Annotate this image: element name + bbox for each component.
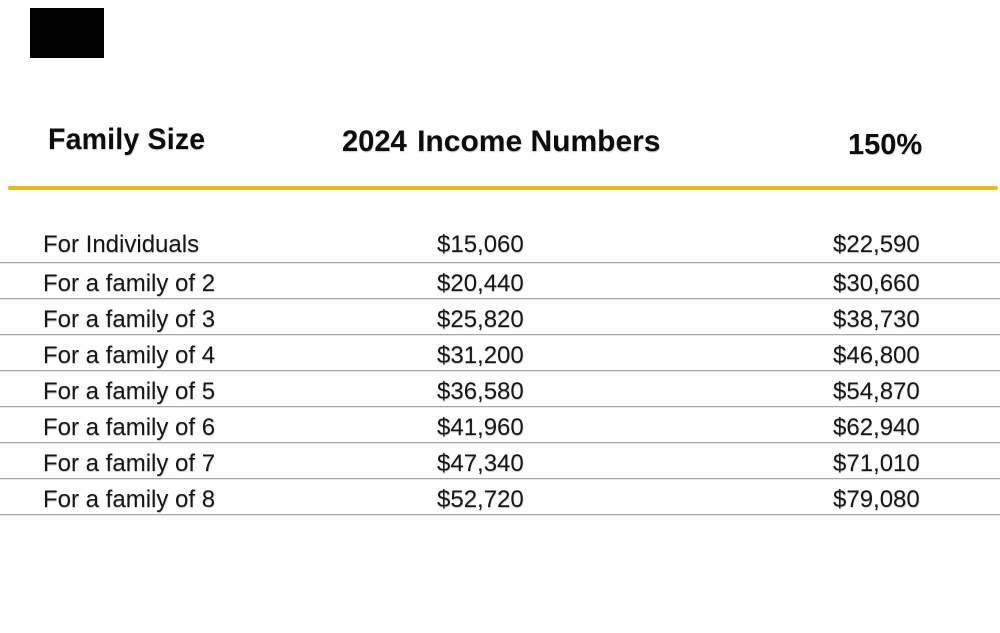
table-row <box>0 407 1000 443</box>
column-header-family-size: Family Size <box>48 123 206 156</box>
income-value: $52,720 <box>437 486 524 513</box>
row-label: For a family of 7 <box>43 450 216 477</box>
pct150-value: $38,730 <box>833 306 920 333</box>
pct150-value: $62,940 <box>833 414 920 441</box>
row-label: For Individuals <box>43 231 200 258</box>
pct150-value: $46,800 <box>833 342 920 369</box>
row-label: For a family of 2 <box>43 270 216 297</box>
table-row <box>0 263 1000 299</box>
table-row <box>0 479 1000 515</box>
row-label: For a family of 4 <box>43 342 216 369</box>
pct150-value: $22,590 <box>833 231 920 258</box>
table-row <box>0 335 1000 371</box>
row-label: For a family of 8 <box>43 486 216 513</box>
pct150-value: $71,010 <box>833 450 920 477</box>
table-row <box>0 299 1000 335</box>
income-value: $36,580 <box>437 378 524 405</box>
row-label: For a family of 5 <box>43 378 216 405</box>
column-header-150-percent: 150% <box>848 129 923 161</box>
income-value: $31,200 <box>437 342 524 369</box>
header-year: 2024 <box>342 125 407 158</box>
income-value: $41,960 <box>437 414 524 441</box>
table-row <box>0 371 1000 407</box>
top-left-logo-block <box>30 8 104 58</box>
table-body <box>0 190 1000 515</box>
table-row <box>0 190 1000 263</box>
pct150-value: $54,870 <box>833 378 920 405</box>
column-header-income-numbers <box>342 125 661 159</box>
pct150-value: $30,660 <box>833 270 920 297</box>
row-label: For a family of 3 <box>43 306 216 333</box>
header-income-label: Income Numbers <box>417 125 661 158</box>
income-value: $15,060 <box>437 231 524 258</box>
income-value: $20,440 <box>437 270 524 297</box>
row-label: For a family of 6 <box>43 414 216 441</box>
pct150-value: $79,080 <box>833 486 920 513</box>
table-row <box>0 443 1000 479</box>
income-value: $47,340 <box>437 450 524 477</box>
income-value: $25,820 <box>437 306 524 333</box>
